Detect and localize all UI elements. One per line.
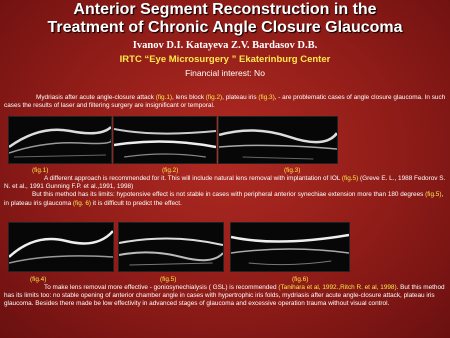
caption-fig6: (fig.6) (292, 276, 309, 283)
authors: Ivanov D.I. Katayeva Z.V. Bardasov D.B. (132, 40, 318, 51)
p1-fig2: (fig.2) (205, 94, 223, 101)
title-line-1: Anterior Segment Reconstruction in the (73, 1, 377, 18)
p1-text-c: , plateau iris (222, 94, 259, 101)
paragraph-3 (4, 284, 446, 309)
p2-text-e: it is difficult to predict the effect. (91, 199, 182, 207)
paragraph-1 (4, 94, 446, 110)
p1-text-d: , - are problematic cases of angle closure glaucoma. In such cases the results of laser and filtering surgery are insignificant or temporal. (4, 94, 446, 110)
p2-text-b: (Greve E. L., 1988 Fedorov S. N. et al., 1991 Gunning F.P. et al.,1991, 1998) (4, 175, 446, 191)
financial-interest: Financial interest: No (185, 68, 265, 78)
p1-fig1: (fig.1) (155, 94, 173, 101)
p2-text-d: , in plateau iris glaucoma (4, 191, 444, 207)
ultrasound-image-fig3 (218, 116, 338, 164)
caption-fig2: (fig.2) (162, 167, 179, 174)
title-line-2: Treatment of Chronic Angle Closure Glaucoma (47, 19, 403, 36)
ultrasound-image-fig4 (8, 222, 114, 272)
ultrasound-image-fig5 (118, 222, 224, 272)
p3-text-a: To make lens removal more effective - goniosynechialysis ( GSL) is recommended (44, 284, 279, 291)
paragraph-2 (4, 175, 446, 208)
caption-fig3: (fig.3) (284, 167, 301, 174)
institution: IRTC “Eye Microsurgery ” Ekaterinburg Center (119, 54, 331, 65)
ultrasound-image-fig2 (113, 116, 217, 164)
p1-text-a: Mydriasis after acute angle-closure attack (36, 94, 156, 101)
p2-text-a: A different approach is recommended for it. This will include natural lens removal with implantation of IOL (44, 175, 342, 182)
p3-citation: (Tanihara et al, 1992.,Ritch R. et al, 1998) (278, 284, 397, 291)
p1-text-b: , lens block (172, 94, 206, 101)
caption-fig1: (fig.1) (32, 167, 49, 174)
p1-fig3: (fig.3) (258, 94, 275, 101)
ultrasound-image-fig6 (230, 222, 350, 272)
ultrasound-image-fig1 (8, 116, 112, 164)
p2-fig5: (fig.5) (341, 175, 359, 182)
p2-fig6: (fig. 6) (72, 199, 92, 207)
caption-fig4: (fig.4) (30, 276, 47, 283)
p2-fig5b: (fig.5) (425, 191, 442, 199)
p2-text-c: But this method has its limits: hypotensive effect is not stable in cases with peripheral anterior synechiae extension more than 180 degrees (32, 191, 426, 199)
p3-text-c: . But this method has its limits too: no stable opening of anterior chamber angle in cases with hypertrophic iris folds, mydriasis after acute angle-closure attack, plateau iris glaucoma. Besides there made be low effectivity in advanced stages of glaucoma and excessive operation trauma without visual control. (4, 284, 445, 308)
caption-fig5: (fig.5) (160, 276, 177, 283)
